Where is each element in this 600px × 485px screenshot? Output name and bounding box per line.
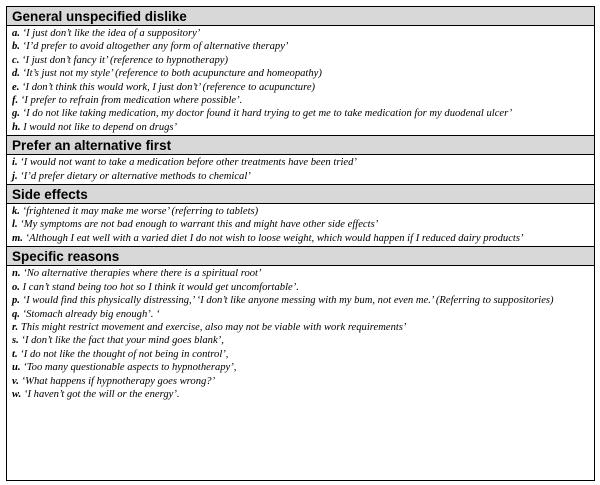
reasons-table — [6, 6, 595, 481]
item-letter: i. — [12, 157, 18, 169]
list-item — [12, 348, 588, 361]
list-item — [12, 334, 588, 347]
list-item — [12, 281, 588, 294]
section-header-prefer-alternative: Prefer an alternative first — [7, 136, 594, 155]
list-item — [12, 40, 588, 53]
item-text: ‘frightened it may make me worse’ (referring to tablets) — [19, 206, 259, 218]
item-letter: p. — [12, 295, 20, 307]
item-text: ‘Too many questionable aspects to hypnotherapy’, — [20, 362, 237, 374]
item-letter: b. — [12, 41, 20, 53]
list-item — [12, 308, 588, 321]
item-text: ‘What happens if hypnotherapy goes wrong?’ — [18, 375, 216, 387]
item-text: ‘It’s just not my style’ (reference to both acupuncture and homeopathy) — [19, 68, 322, 80]
item-letter: f. — [12, 95, 19, 107]
item-letter: n. — [12, 268, 21, 280]
item-letter: k. — [12, 206, 20, 218]
item-text: ‘I just don’t fancy it’ (reference to hypnotherapy) — [19, 54, 229, 66]
item-letter: t. — [12, 348, 18, 360]
item-text: ‘I just don’t like the idea of a suppository’ — [19, 28, 201, 39]
section-header-specific-reasons: Specific reasons — [7, 247, 594, 266]
item-letter: j. — [12, 170, 18, 182]
item-letter: r. — [12, 321, 19, 333]
item-text: ‘I don’t like the fact that your mind goes blank’, — [18, 335, 224, 347]
list-item — [12, 54, 588, 67]
list-item — [12, 321, 588, 334]
item-letter: h. — [12, 121, 21, 133]
item-letter: q. — [12, 308, 20, 320]
item-letter: o. — [12, 281, 20, 293]
list-item — [12, 156, 588, 169]
list-item — [12, 107, 588, 120]
item-text: ‘I would not want to take a medication before other treatments have been tried’ — [17, 157, 357, 169]
item-text: ‘I prefer to refrain from medication where possible’. — [18, 95, 243, 107]
item-text: ‘I would find this physically distressing,’ ‘I don’t like anyone messing with my bum, not even me.’ (Referring to suppositories) — [19, 295, 554, 307]
section-header-general-dislike: General unspecified dislike — [7, 7, 594, 26]
list-item — [12, 361, 588, 374]
item-text: I would not like to depend on drugs’ — [20, 121, 178, 133]
list-item — [12, 267, 588, 280]
section-body-prefer-alternative — [7, 155, 594, 185]
section-body-general-dislike — [7, 26, 594, 136]
item-letter: d. — [12, 68, 20, 80]
list-item — [12, 121, 588, 134]
list-item — [12, 294, 588, 307]
list-item — [12, 205, 588, 218]
list-item — [12, 67, 588, 80]
item-text: ‘I do not like taking medication, my doctor found it hard trying to get me to take medication for my duodenal ulcer’ — [19, 108, 513, 120]
item-text: ‘I’d prefer dietary or alternative methods to chemical’ — [17, 170, 251, 182]
item-letter: u. — [12, 362, 21, 374]
list-item — [12, 232, 588, 245]
item-text: ‘My symptoms are not bad enough to warrant this and might have other side effects’ — [17, 219, 379, 231]
item-text: ‘I’d prefer to avoid altogether any form of alternative therapy’ — [19, 41, 289, 53]
section-header-side-effects: Side effects — [7, 185, 594, 204]
item-letter: l. — [12, 219, 18, 231]
item-letter: w. — [12, 388, 22, 400]
item-letter: m. — [12, 232, 23, 244]
item-text: ‘I don’t think this would work, I just don’t’ (reference to acupuncture) — [19, 81, 316, 93]
item-letter: c. — [12, 54, 20, 66]
list-item — [12, 388, 588, 401]
item-text: ‘Although I eat well with a varied diet I do not wish to loose weight, which would happen if I reduced dairy products’ — [22, 232, 524, 244]
list-item — [12, 375, 588, 388]
item-letter: g. — [12, 108, 20, 120]
item-text: This might restrict movement and exercise, also may not be viable with work requirements’ — [18, 321, 407, 333]
section-body-specific-reasons — [7, 266, 594, 402]
list-item — [12, 27, 588, 40]
section-body-side-effects — [7, 204, 594, 247]
item-text: ‘Stomach already big enough’. ‘ — [19, 308, 160, 320]
list-item — [12, 94, 588, 107]
item-text: ‘No alternative therapies where there is a spiritual root’ — [20, 268, 262, 280]
item-text: ‘I haven’t got the will or the energy’. — [21, 388, 180, 400]
item-letter: a. — [12, 28, 20, 39]
item-letter: e. — [12, 81, 20, 93]
item-letter: v. — [12, 375, 19, 387]
item-text: I can’t stand being too hot so I think it would get uncomfortable’. — [19, 281, 299, 293]
list-item — [12, 218, 588, 231]
item-letter: s. — [12, 335, 19, 347]
list-item — [12, 81, 588, 94]
list-item — [12, 170, 588, 183]
item-text: ‘I do not like the thought of not being in control’, — [17, 348, 229, 360]
